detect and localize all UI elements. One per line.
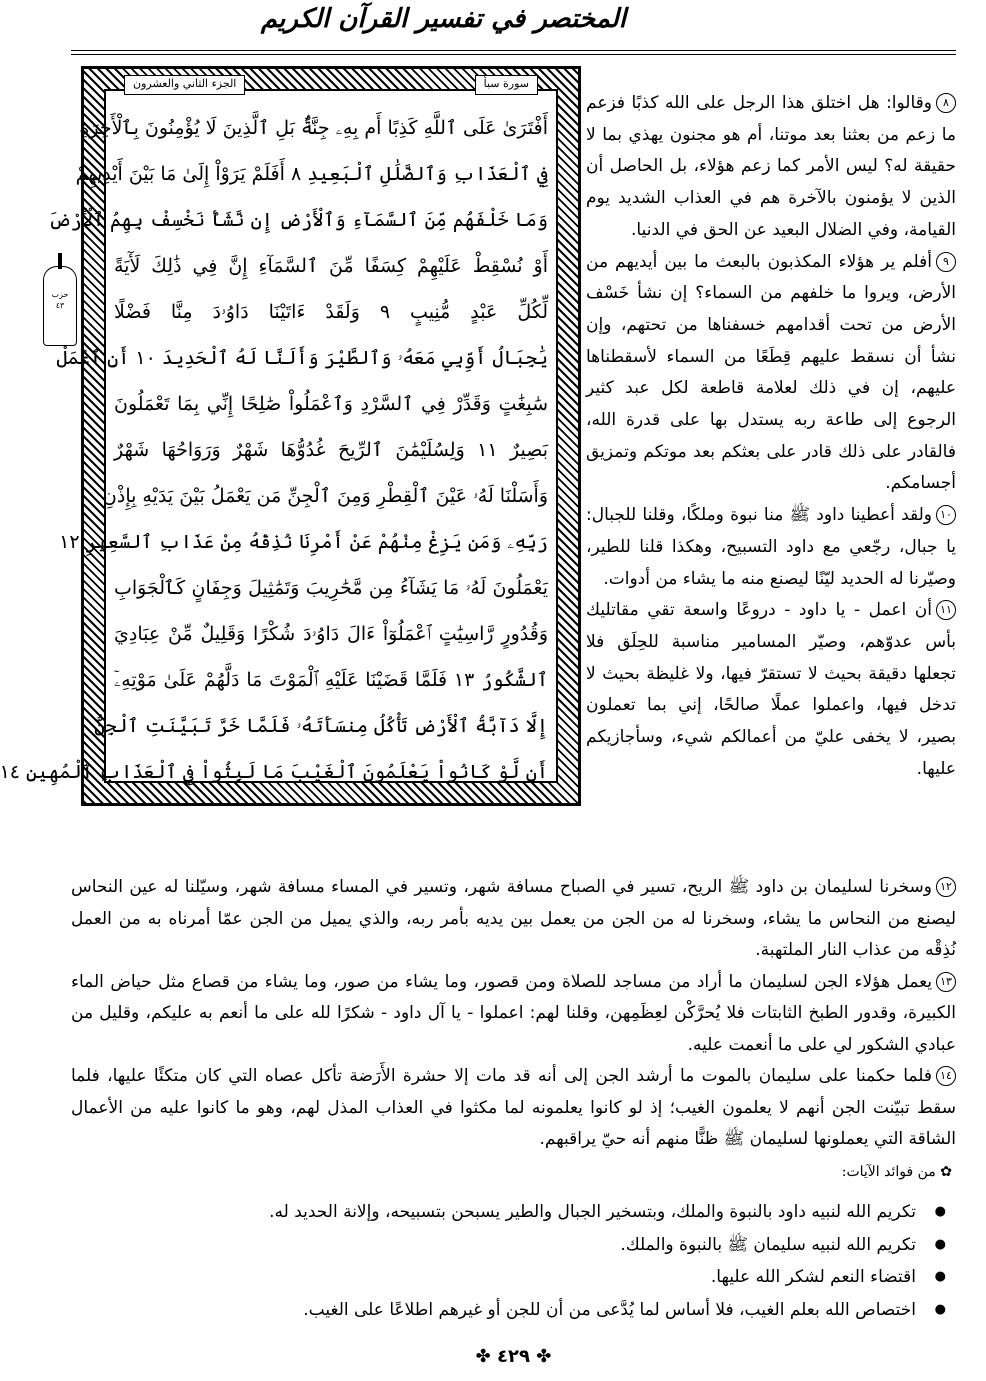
quran-line: ٱلشَّكُورُ ١٣ فَلَمَّا قَضَيْنَا عَلَيْهِ ٱلْمَوْتَ مَا دَلَّهُمْ عَلَىٰ مَوْتِهِۦٓ xyxy=(114,669,548,691)
quran-line: يَٰجِبَالُ أَوِّبِي مَعَهُۥ وَٱلطَّيْرَ وَأَلَنَّا لَهُ ٱلْحَدِيدَ ١٠ أَنِ ٱعْمَلْ xyxy=(56,347,548,369)
quran-line: يَعْمَلُونَ لَهُۥ مَا يَشَآءُ مِن مَّحَٰرِيبَ وَتَمَٰثِيلَ وَجِفَانٍ كَٱلْجَوَابِ xyxy=(114,577,548,599)
tafsir-verse-8 xyxy=(586,88,956,247)
header-rule xyxy=(71,50,956,51)
verse-number: ٩ xyxy=(936,252,956,272)
quran-line: وَأَسَلْنَا لَهُۥ عَيْنَ ٱلْقِطْرِ وَمِنَ ٱلْجِنِّ مَن يَعْمَلُ بَيْنَ يَدَيْهِ بِإِذْنِ xyxy=(102,485,548,507)
verse-number: ١١ xyxy=(936,600,956,620)
quran-line: أَفْتَرَىٰ عَلَى ٱللَّهِ كَذِبًا أَم بِهِۦ جِنَّةٌۢ بَلِ ٱلَّذِينَ لَا يُؤْمِنُونَ بِٱلْأَخِرَةِ xyxy=(79,117,548,139)
page-header xyxy=(71,0,956,60)
quran-line: وَقُدُورٍ رَّاسِيَٰتٍ ٱعْمَلُوٓاْ ءَالَ دَاوُۥدَ شُكْرًا وَقَلِيلٌ مِّنْ عِبَادِيَ xyxy=(114,623,548,645)
tafsir-verse-9 xyxy=(586,247,956,501)
tafsir-verse-14 xyxy=(71,1061,956,1156)
tafsir-text: يعمل هؤلاء الجن لسليمان ما أراد من مساجد للصلاة ومن قصور، وما يشاء من صور، وما يشاء من قصاع مثل حياض الماء الكبيرة، وقدور الطبخ الثابتات فلا يُحرَّكْن لعِظَمِهن، وقلنا لهم: اعملوا - يا آل داود - شكرًا لله على ما أنعم به عليكم، وقليل من عبادي الشكور لي على ما أنعمت عليه. xyxy=(71,971,956,1055)
benefit-item: ● تكريم الله لنبيه داود بالنبوة والملك، وبتسخير الجبال والطير يسبحن بتسبيحه، وإلانة الحديد له. xyxy=(71,1196,952,1229)
quran-line: بَصِيرٌ ١١ وَلِسُلَيْمَٰنَ ٱلرِّيحَ غُدُوُّهَا شَهْرٌ وَرَوَاحُهَا شَهْرٌ xyxy=(114,439,548,461)
ornament-left-icon: ✤ xyxy=(536,1346,552,1367)
flower-icon: ✿ xyxy=(940,1164,952,1180)
tafsir-text: أفلم ير هؤلاء المكذبون بالبعث ما بين أيديهم من الأرض، ويروا ما خلفهم من السماء؟ إن نشأ خَسْف الأرض من تحت أقدامهم خسفناها من تحتهم، وإن نشأ أن نسقط عليهم قِطَعًا من السماء لأسقطناها عليهم، إن في ذلك لعلامة قاطعة لكل عبد كثير الرجوع إلى طاعة ربه يستدل بها على قدرة الله، فالقادر على ذلك قادر على بعثكم بعد موتكم وتمزيق أجسامكم. xyxy=(586,251,956,494)
header-rule-double xyxy=(71,54,956,55)
tafsir-text: وسخرنا لسليمان بن داود ﷺ الريح، تسير في الصباح مسافة شهر، وتسير في المساء مسافة شهر، وسيّلنا له عين النحاس ليصنع من النحاس ما يشاء، وسخرنا له من الجن من يعمل بين يديه بأمر ربه، والذي يميل من الجن عمّا أمرناه به من العمل نُذِقْه من عذاب النار الملتهبة. xyxy=(71,877,956,960)
tafsir-text: ولقد أعطينا داود ﷺ منا نبوة وملكًا، وقلنا للجبال: يا جبال، رجّعي مع داود التسبيح، وهكذا قلنا للطير، وصيّرنا له الحديد ليّنًا ليصنع منه ما يشاء من أدوات. xyxy=(586,505,956,589)
verse-number: ٨ xyxy=(936,93,956,113)
benefit-item: ● تكريم الله لنبيه سليمان ﷺ بالنبوة والملك. xyxy=(71,1229,952,1262)
juz-label: الجزء الثاني والعشرون xyxy=(124,75,245,95)
tafsir-full-width xyxy=(71,872,956,1156)
benefit-item: ● اختصاص الله بعلم الغيب، فلا أساس لما يُدَّعى من أن للجن أو غيرهم اطلاعًا على الغيب. xyxy=(71,1294,952,1327)
tafsir-text: فلما حكمنا على سليمان بالموت ما أرشد الجن إلى أنه قد مات إلا حشرة الأَرَضة تأكل عصاه التي كان متكئًا عليها، فلما سقط تبيّنت الجن أنهم لا يعلمون الغيب؛ إذ لو كانوا يعلمونه لما مكثوا في العذاب المذل لهم، وهو ما كانوا عليه من الأعمال الشاقة التي يعملونها لسليمان ﷺ ظنًّا منهم أنه حيّ يراقبهم. xyxy=(71,1066,956,1149)
benefits-list xyxy=(71,1196,952,1326)
page-number xyxy=(41,1346,986,1367)
quran-line: أَوْ نُسْقِطْ عَلَيْهِمْ كِسَفًا مِّنَ ٱلسَّمَآءِ إِنَّ فِي ذَٰلِكَ لَأٓيَةً xyxy=(114,255,548,277)
verse-number: ١٠ xyxy=(936,505,956,525)
benefits-title xyxy=(842,1164,952,1180)
tafsir-column xyxy=(586,88,956,785)
quran-line: وَمَا خَلْفَهُم مِّنَ ٱلسَّمَآءِ وَٱلْأَرْضِ إِن نَّشَأْ نَخْسِفْ بِهِمُ ٱلْأَرْضَ xyxy=(48,209,548,231)
benefit-item: ● اقتضاء النعم لشكر الله عليها. xyxy=(71,1261,952,1294)
quran-line: سَٰبِغَٰتٍ وَقَدِّرْ فِي ٱلسَّرْدِ وَٱعْمَلُواْ صَٰلِحًا إِنِّي بِمَا تَعْمَلُونَ xyxy=(114,393,548,415)
page-number-value: ٤٢٩ xyxy=(497,1346,530,1367)
quran-frame-labels xyxy=(124,75,538,95)
verse-number: ١٤ xyxy=(936,1066,956,1086)
quran-line: فِي ٱلْعَذَابِ وَٱلضَّلَٰلِ ٱلْبَعِيدِ ٨ أَفَلَمْ يَرَوْاْ إِلَىٰ مَا بَيْنَ أَيْدِيهِمْ xyxy=(75,163,548,185)
quran-line: لِّكُلِّ عَبْدٍ مُّنِيبٍ ٩ وَلَقَدْ ءَاتَيْنَا دَاوُۥدَ مِنَّا فَضْلًا xyxy=(114,301,548,323)
hizb-marker xyxy=(43,266,77,346)
tafsir-verse-10 xyxy=(586,500,956,595)
surah-label: سورة سبأ xyxy=(475,75,538,95)
quran-line: رَبِّهِۦ وَمَن يَزِغْ مِنْهُمْ عَنْ أَمْرِنَا نُذِقْهُ مِنْ عَذَابِ ٱلسَّعِيرِ ١٢ xyxy=(59,531,548,553)
verse-number: ١٣ xyxy=(936,972,956,992)
tafsir-verse-13 xyxy=(71,967,956,1062)
quran-line: أَن لَّوْ كَانُواْ يَعْلَمُونَ ٱلْغَيْبَ مَا لَبِثُواْ فِي ٱلْعَذَابِ ٱلْمُهِينِ ١٤ xyxy=(0,761,548,783)
tafsir-text: أن اعمل - يا داود - دروعًا واسعة تقي مقاتليك بأس عدوّهم، وصيّر المسامير مناسبة للحِلَق فلا تجعلها دقيقة بحيث لا تستقرّ فيها، ولا غليظة بحيث لا تدخل فيها، واعملوا عملًا صالحًا، إني بما تعملون بصير، لا يخفى عليّ من أعمالكم شيء، وسأجازيكم عليها. xyxy=(586,600,956,779)
hizb-marker-number: ٤٣ xyxy=(55,301,65,310)
quran-line: إِلَّا دَآبَّةُ ٱلْأَرْضِ تَأْكُلُ مِنسَأَتَهُۥ فَلَمَّا خَرَّ تَبَيَّنَتِ ٱلْجِنُّ xyxy=(94,715,548,737)
verse-number: ١٢ xyxy=(936,877,956,897)
tafsir-verse-11 xyxy=(586,595,956,785)
ornament-right-icon: ✤ xyxy=(475,1346,491,1367)
benefits-title-text: من فوائد الآيات: xyxy=(841,1164,936,1180)
header-title: المختصر في تفسير القرآن الكريم xyxy=(260,4,626,34)
tafsir-text: وقالوا: هل اختلق هذا الرجل على الله كذبًا فزعم ما زعم من بعثنا بعد موتنا، أم هو مجنون يهذي بما لا حقيقة له؟ ليس الأمر كما زعم هؤلاء، بل الحاصل أن الذين لا يؤمنون بالآخرة هم في العذاب الشديد يوم القيامة، وفي الضلال البعيد عن الحق في الدنيا. xyxy=(586,93,956,240)
tafsir-verse-12 xyxy=(71,872,956,967)
hizb-marker-label: حزب xyxy=(51,290,69,299)
